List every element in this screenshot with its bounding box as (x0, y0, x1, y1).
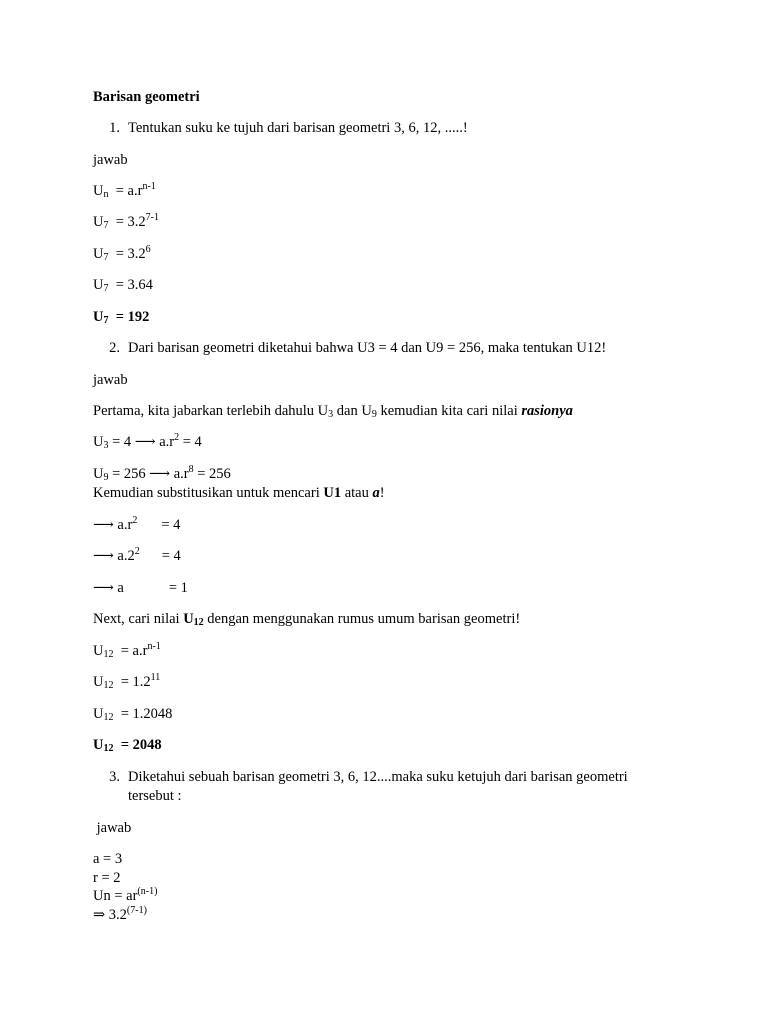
question-text-cont: tersebut : (128, 788, 182, 804)
next-line: Next, cari nilai $U_{12}$ dengan menggunakan rumus umum barisan geometri! (93, 611, 521, 628)
arrow-step: ⟶ $a.2^2 = 4$ (93, 546, 181, 564)
formula-substitution: ⇒ 3.2$^{(7-1)}$ (93, 905, 147, 923)
result-line: $U_{12} = 2048$ (93, 737, 162, 754)
formula-line: $U_{12} = a.r^{n-1}$ (93, 641, 161, 660)
equation-u3: $U_3 = 4$ ⟶ $a.r^2 = 4$ (93, 432, 202, 451)
question-text: Tentukan suku ke tujuh dari barisan geometri 3, 6, 12, .....! (128, 120, 468, 136)
intro-line: Pertama, kita jabarkan terlebih dahulu $U_3$ dan $U_9$ kemudian kita cari nilai rasionya (93, 403, 573, 420)
arrow-step: ⟶ a = 1 (93, 580, 188, 596)
formula-line: $U_7 = 3.2^6$ (93, 244, 151, 263)
question-number: 1. (109, 120, 120, 136)
answer-label: jawab (93, 820, 132, 836)
formula-line: $U_n = a.r^{n-1}$ (93, 181, 156, 200)
arrow-step: ⟶ $a.r^2 = 4$ (93, 515, 181, 533)
substitution-line: Kemudian substitusikan untuk mencari U1 atau a! (93, 485, 385, 501)
formula-line: $U_{12} = 1.2^{11}$ (93, 672, 161, 691)
given-a: a = 3 (93, 851, 123, 867)
question-1 (93, 119, 468, 137)
question-2 (93, 339, 606, 357)
answer-label: jawab (93, 152, 128, 168)
given-r: r = 2 (93, 870, 121, 886)
question-number: 3. (109, 769, 120, 785)
formula-line: $U_{12} = 1.2048$ (93, 706, 173, 723)
question-text: Diketahui sebuah barisan geometri 3, 6, 12....maka suku ketujuh dari barisan geometri (128, 769, 628, 785)
page-title: Barisan geometri (93, 89, 200, 105)
question-text: Dari barisan geometri diketahui bahwa U3 = 4 dan U9 = 256, maka tentukan U12! (128, 340, 607, 356)
formula-line: $U_7 = 3.2^{7-1}$ (93, 212, 160, 231)
answer-label: jawab (93, 372, 128, 388)
question-3 (93, 768, 628, 786)
formula-line: $U_7 = 3.64$ (93, 277, 153, 294)
result-line: $U_7 = 192$ (93, 309, 150, 326)
equation-u9: $U_9 = 256$ ⟶ $a.r^8 = 256$ (93, 464, 231, 483)
formula-un: $Un = ar^{(n-1)}$ (93, 886, 158, 904)
question-number: 2. (109, 340, 120, 356)
